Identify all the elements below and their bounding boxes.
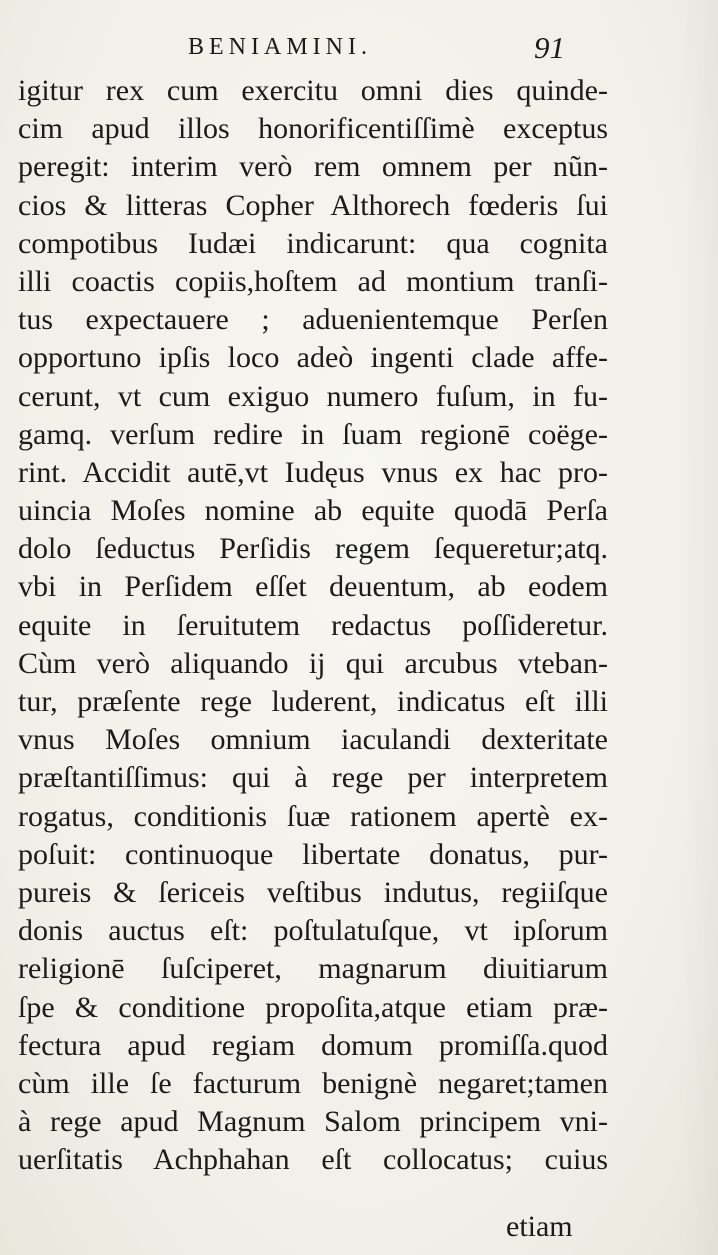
- text-line: cerunt, vt cum exiguo numero fuſum, in fu-: [18, 379, 608, 413]
- text-line: vbi in Perſidem eſſet deuentum, ab eodem: [18, 570, 608, 604]
- text-line: tur, præſente rege luderent, indicatus eſt illi: [18, 685, 608, 718]
- text-line: religionē ſuſciperet, magnarum diuitiarum: [18, 952, 608, 986]
- page-number: 91: [534, 30, 565, 65]
- text-line: cios & litteras Copher Althorech fœderis ſui: [18, 188, 608, 222]
- page-edge-shading: [678, 0, 718, 1255]
- text-line: poſuit: continuoque libertate donatus, pur-: [18, 837, 608, 871]
- text-line: dolo ſeductus Perſidis regem ſequeretur;atq.: [18, 532, 608, 566]
- text-line: gamq. verſum redire in ſuam regionē coëge-: [18, 417, 608, 451]
- text-line: opportuno ipſis loco adeò ingenti clade affe-: [18, 341, 608, 375]
- text-line: uerſitatis Achphahan eſt collocatus; cuius: [18, 1143, 608, 1177]
- text-line: compotibus Iudæi indicarunt: qua cognita: [18, 226, 608, 260]
- text-line: præſtantiſſimus: qui à rege per interpretem: [18, 761, 608, 795]
- text-line: Cùm verò aliquando ij qui arcubus vteban-: [18, 646, 608, 680]
- text-line: equite in ſeruitutem redactus poſſideretur.: [18, 608, 608, 642]
- text-line: fectura apud regiam domum promiſſa.quod: [18, 1028, 608, 1062]
- body-text: [18, 72, 608, 1179]
- text-line: ſpe & conditione propoſita,atque etiam præ-: [18, 990, 608, 1024]
- text-line: vnus Moſes omnium iaculandi dexteritate: [18, 723, 608, 757]
- text-line: cùm ille ſe facturum benignè negaret;tamen: [18, 1066, 608, 1100]
- text-line: cim apud illos honorificentiſſimè exceptus: [18, 112, 608, 146]
- text-line: uincia Moſes nomine ab equite quodā Perſa: [18, 494, 608, 528]
- text-line: à rege apud Magnum Salom principem vni-: [18, 1105, 608, 1139]
- text-line: donis auctus eſt: poſtulatuſque, vt ipſorum: [18, 914, 608, 948]
- text-line: rogatus, conditionis ſuæ rationem apertè ex-: [18, 799, 608, 833]
- text-line: rint. Accidit autē,vt Iudęus vnus ex hac pro-: [18, 455, 608, 489]
- text-line: pureis & ſericeis veſtibus indutus, regiiſque: [18, 875, 608, 909]
- text-line: tus expectauere ; aduenientemque Perſen: [18, 303, 608, 337]
- text-line: peregit: interim verò rem omnem per nũn-: [18, 150, 608, 184]
- running-head: BENIAMINI.: [188, 34, 372, 60]
- catchword: etiam: [506, 1210, 573, 1243]
- text-line: illi coactis copiis,hoſtem ad montium tranſi-: [18, 264, 608, 298]
- page-header: [0, 26, 718, 66]
- text-line: igitur rex cum exercitu omni dies quinde-: [18, 74, 608, 107]
